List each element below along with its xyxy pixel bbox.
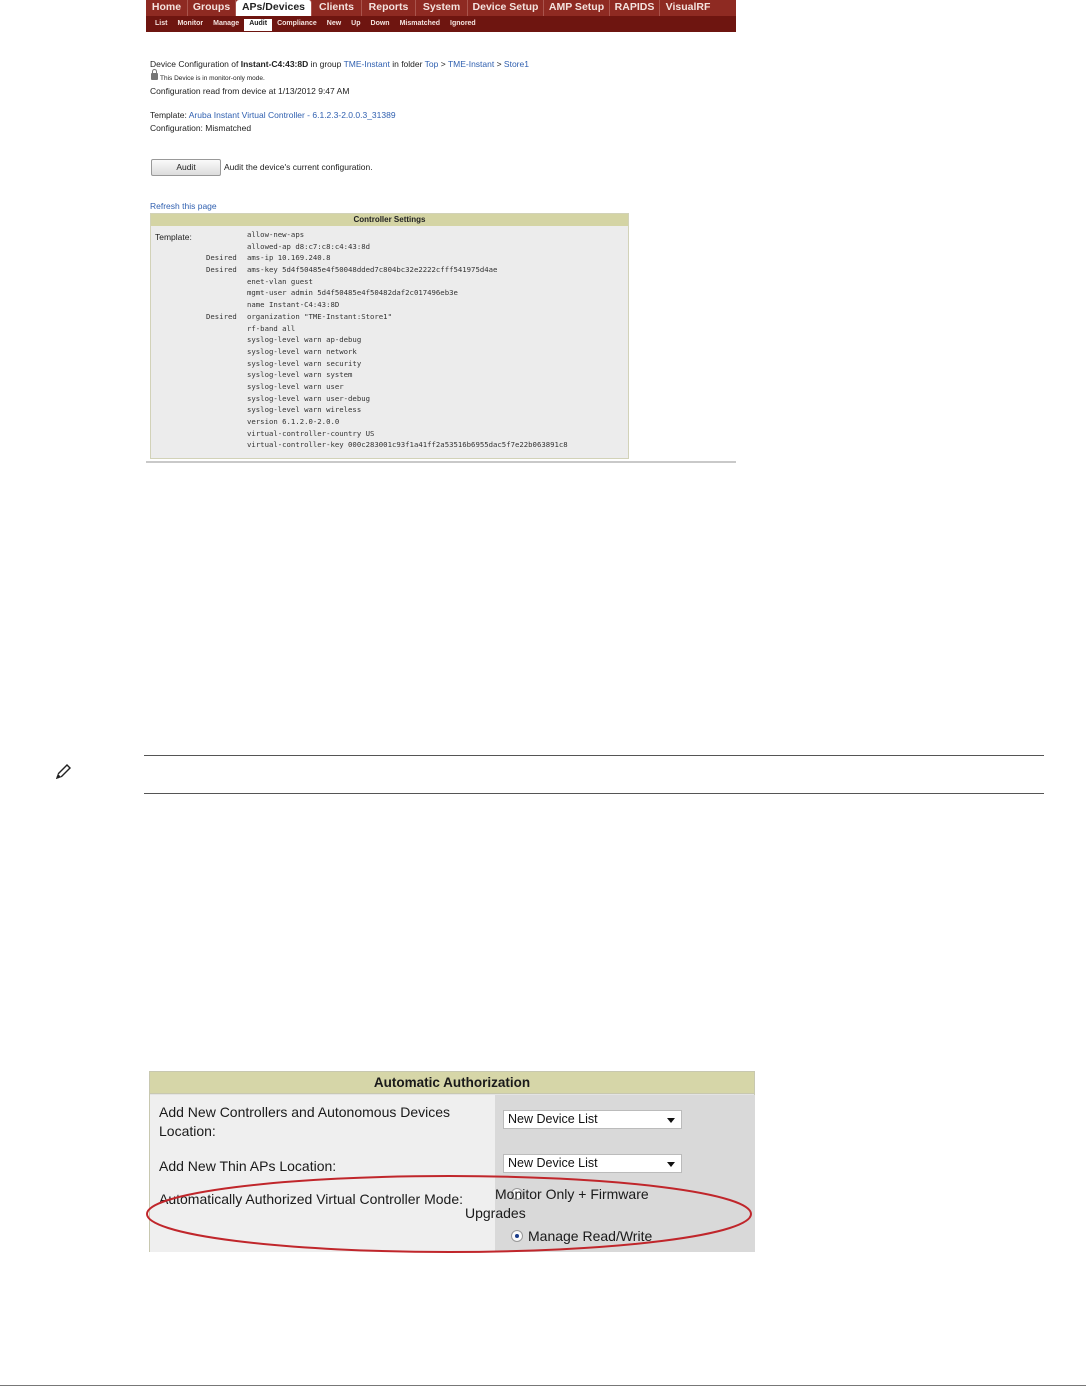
settings-line xyxy=(151,334,630,346)
subtab-list[interactable]: List xyxy=(155,20,168,27)
tab-home[interactable]: Home xyxy=(146,0,188,16)
tab-visualrf[interactable]: VisualRF xyxy=(665,1,711,13)
settings-line xyxy=(151,241,630,253)
automatic-authorization-panel xyxy=(149,1071,755,1252)
subtab-audit[interactable]: Audit xyxy=(244,19,272,31)
subtab-up[interactable]: Up xyxy=(351,20,361,27)
device-config-line xyxy=(150,59,529,69)
sub-nav xyxy=(146,16,736,32)
folder-store1-link[interactable]: Store1 xyxy=(503,59,529,69)
template-label: Template: xyxy=(150,110,189,120)
controller-settings-panel xyxy=(150,213,629,459)
settings-line-status: Desired xyxy=(206,311,237,321)
thin-aps-location-select[interactable] xyxy=(503,1154,682,1173)
settings-line xyxy=(151,323,630,335)
configuration-status: Configuration: Mismatched xyxy=(150,123,252,133)
settings-line-text: name Instant-C4:43:8D xyxy=(247,300,340,310)
monitor-only-notice xyxy=(151,73,265,82)
settings-line xyxy=(151,439,630,451)
settings-line xyxy=(151,276,630,288)
settings-line-text: syslog-level warn system xyxy=(247,370,353,380)
settings-line-text: syslog-level warn user xyxy=(247,381,344,391)
tab-system[interactable]: System xyxy=(416,0,468,16)
settings-lines xyxy=(151,229,630,451)
device-audit-screenshot xyxy=(146,0,736,463)
in-folder-text: in folder xyxy=(389,59,425,69)
settings-line-text: syslog-level warn security xyxy=(247,358,362,368)
settings-values-column xyxy=(465,1095,755,1252)
settings-line-text: syslog-level warn ap-debug xyxy=(247,335,362,345)
settings-line xyxy=(151,264,630,276)
folder-tme-instant-link[interactable]: TME-Instant xyxy=(447,59,495,69)
subtab-mismatched[interactable]: Mismatched xyxy=(399,20,441,27)
top-nav xyxy=(146,0,736,16)
refresh-link-text[interactable]: Refresh this page xyxy=(150,201,217,211)
automatic-authorization-title: Automatic Authorization xyxy=(150,1072,754,1094)
settings-line-text: allowed-ap d8:c7:c8:c4:43:8d xyxy=(247,241,371,251)
settings-line-text: virtual-controller-key 000c283001c93f1a41ff2a53516b6955dac5f7e22b063891c8 xyxy=(247,440,568,450)
template-link[interactable]: Aruba Instant Virtual Controller - 6.1.2.3-2.0.0.3_31389 xyxy=(188,110,396,120)
config-read-time: Configuration read from device at 1/13/2012 9:47 AM xyxy=(150,86,350,96)
thin-aps-location-value: New Device List xyxy=(508,1156,598,1170)
settings-line-text: virtual-controller-country US xyxy=(247,428,375,438)
subtab-new[interactable]: New xyxy=(326,20,342,27)
vc-mode-label: Automatically Authorized Virtual Controller Mode: xyxy=(159,1191,464,1207)
settings-line-text: rf-band all xyxy=(247,323,296,333)
refresh-link[interactable] xyxy=(150,201,217,211)
monitor-only-option-label: Monitor Only + Firmware Upgrades xyxy=(465,1186,649,1221)
settings-line xyxy=(151,369,630,381)
tab-clients[interactable]: Clients xyxy=(312,0,362,16)
tab-amp-setup[interactable]: AMP Setup xyxy=(544,0,610,16)
tab-device-setup[interactable]: Device Setup xyxy=(468,0,544,16)
settings-line-text: allow-new-aps xyxy=(247,230,305,239)
subtab-compliance[interactable]: Compliance xyxy=(277,20,317,27)
manage-read-write-radio[interactable] xyxy=(511,1230,523,1242)
settings-line-text: syslog-level warn network xyxy=(247,346,357,356)
settings-line xyxy=(151,404,630,416)
automatic-authorization-screenshot xyxy=(145,1063,761,1256)
settings-line xyxy=(151,346,630,358)
device-name: Instant-C4:43:8D xyxy=(240,59,309,69)
audit-button[interactable]: Audit xyxy=(151,159,221,176)
settings-line xyxy=(151,393,630,405)
audit-description: Audit the device's current configuration. xyxy=(224,162,373,172)
settings-line xyxy=(151,428,630,440)
note-bottom-rule xyxy=(144,793,1044,794)
chevron-down-icon xyxy=(667,1162,675,1167)
tab-rapids[interactable]: RAPIDS xyxy=(610,0,660,16)
subtab-down[interactable]: Down xyxy=(370,20,390,27)
template-line xyxy=(150,110,396,120)
chevron-down-icon xyxy=(667,1118,675,1123)
settings-line-status: Desired xyxy=(206,265,237,275)
settings-line xyxy=(151,299,630,311)
settings-line xyxy=(151,416,630,428)
folder-top-link[interactable]: Top xyxy=(424,59,439,69)
settings-line-text: mgmt-user admin 5d4f50485e4f50482daf2c017496eb3e xyxy=(247,288,458,298)
tab-reports[interactable]: Reports xyxy=(362,0,416,16)
settings-line-text: ams-ip 10.169.240.8 xyxy=(247,253,331,263)
subtab-monitor[interactable]: Monitor xyxy=(177,20,204,27)
controllers-location-select[interactable] xyxy=(503,1110,682,1129)
subtab-ignored[interactable]: Ignored xyxy=(450,20,476,27)
settings-line xyxy=(151,381,630,393)
monitor-only-text: This Device is in monitor-only mode. xyxy=(160,75,265,82)
controller-settings-title: Controller Settings xyxy=(151,214,628,226)
subtab-manage[interactable]: Manage xyxy=(213,20,240,27)
settings-line-text: syslog-level warn wireless xyxy=(247,405,362,415)
settings-line xyxy=(151,229,630,241)
page-bottom-rule xyxy=(0,1385,1086,1386)
settings-line xyxy=(151,287,630,299)
settings-labels-column xyxy=(150,1095,495,1252)
tab-aps-devices[interactable]: APs/Devices xyxy=(236,0,312,16)
settings-line-status: Desired xyxy=(206,253,237,263)
settings-line-text: enet-vlan guest xyxy=(247,276,313,286)
settings-template-label: Template: xyxy=(155,232,192,242)
manage-read-write-option-label: Manage Read/Write xyxy=(528,1228,653,1244)
thin-aps-location-label: Add New Thin APs Location: xyxy=(159,1158,337,1174)
in-group-text: in group xyxy=(308,59,344,69)
settings-line-text: syslog-level warn user-debug xyxy=(247,393,371,403)
controllers-location-value: New Device List xyxy=(508,1112,598,1126)
breadcrumb-separator: > xyxy=(438,59,448,69)
settings-line-text: ams-key 5d4f50485e4f50048dded7c804bc32e2222cfff541975d4ae xyxy=(247,265,498,275)
breadcrumb-separator: > xyxy=(494,59,504,69)
lock-icon xyxy=(151,73,158,80)
settings-line-text: organization "TME-Instant:Store1" xyxy=(247,311,392,321)
settings-line xyxy=(151,358,630,370)
settings-line xyxy=(151,252,630,264)
device-config-prefix: Device Configuration of xyxy=(150,59,241,69)
settings-line xyxy=(151,311,630,323)
tab-groups[interactable]: Groups xyxy=(188,0,236,16)
settings-line-text: version 6.1.2.0-2.0.0 xyxy=(247,417,340,426)
pencil-icon xyxy=(52,761,74,783)
note-top-rule xyxy=(144,755,1044,756)
controllers-location-label: Add New Controllers and Autonomous Devices Location: xyxy=(159,1104,451,1139)
group-link[interactable]: TME-Instant xyxy=(343,59,390,69)
